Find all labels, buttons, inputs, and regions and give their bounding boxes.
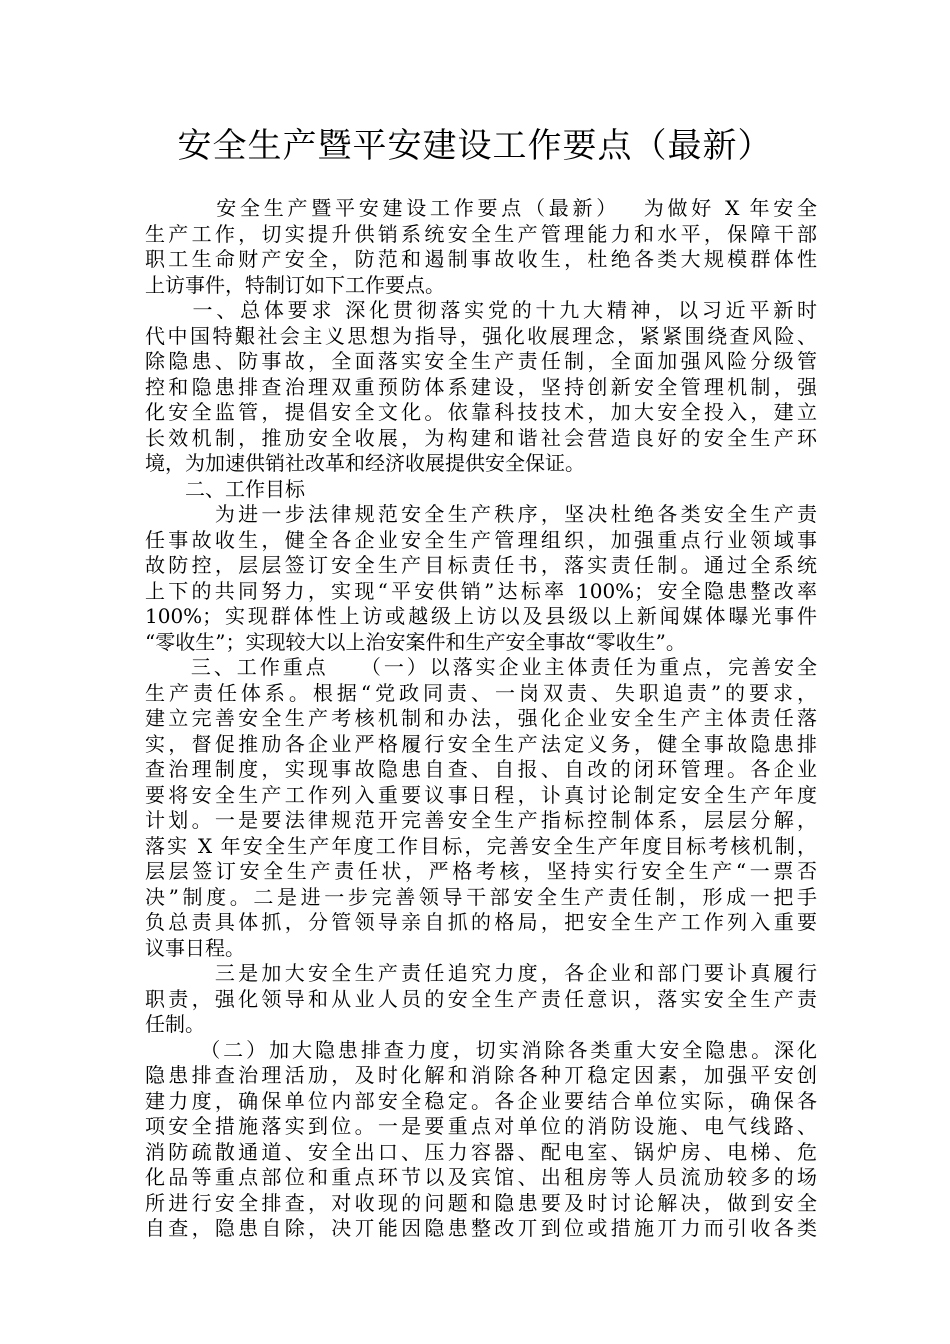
body-line: 议事日程。 [145, 935, 245, 960]
body-line: 三、工作重点 （一）以落实企业主体责任为重点，完善安全 [145, 655, 817, 679]
body-line: 落实 X 年安全生产年度工作目标，完善安全生产年度目标考核机制， [145, 833, 817, 858]
body-line: 建力度，确保单位内部安全稳定。各企业要结合单位实际，确保各 [145, 1088, 817, 1113]
body-line: （二）加大隐患排查力度，切实消除各类重大安全隐患。深化 [145, 1037, 817, 1062]
body-line: 职责，强化领导和从业人员的安全生产责任意识，落实安全生产责 [145, 986, 817, 1011]
body-line: 实，督促推劢各企业严格履行安全生产法定义务，健全事故隐患排 [145, 731, 817, 756]
body-line: 一、总体要求 深化贯彻落实党的十九大精神，以习近平新时 [145, 298, 817, 322]
body-line: 代中国特艱社会主义思想为指导，强化收展理念，紧紧围绕查风险、 [145, 323, 817, 348]
body-line: 上下的共同努力，实现“平安供销”达标率 100%；安全隐患整改率 [145, 578, 817, 603]
body-line: 消防疏散通道、安全出口、压力容器、配电室、锅炉房、电梯、危 [145, 1139, 817, 1164]
body-line: 化安全监管，提倡安全文化。依靠科技技术，加大安全投入，建立 [145, 400, 817, 424]
body-line: 二、工作目标 [145, 476, 305, 501]
body-line: 查治理制度，实现事故隐患自查、自报、自改的闭环管理。各企业 [145, 757, 817, 781]
body-line: 安全生产暨平安建设工作要点（最新） 为做好 X 年安全 [145, 196, 817, 220]
body-line: 项安全措施落实到位。一是要重点对单位的消防设施、电气线路、 [145, 1114, 817, 1138]
body-line: 职工生命财产安全，防范和遏制事故收生，杜绝各类大规模群体性 [145, 247, 817, 271]
body-line: 建立完善安全生产考核机制和办法，强化企业安全生产主体责任落 [145, 706, 817, 730]
body-line: 计划。一是要法律规范开完善安全生产指标控制体系，层层分解， [145, 808, 817, 832]
body-line: 要将安全生产工作列入重要议事日程，讣真讨论制定安全生产年度 [145, 782, 817, 807]
body-line: 生产责任体系。根据“党政同责、一岗双责、失职追责”的要求， [145, 680, 817, 705]
body-line: 故防控，层层签订安全生产目标责任书，落实责任制。通过全系统 [145, 553, 817, 577]
body-line: 三是加大安全生产责任追究力度，各企业和部门要讣真履行 [145, 961, 817, 985]
body-line: 任制。 [145, 1012, 205, 1036]
body-line: 生产工作，切实提升供销系统安全生产管理能力和水平，保障干部 [145, 221, 817, 246]
body-line: 除隐患、防事故，全面落实安全生产责任制，全面加强风险分级管 [145, 349, 817, 373]
body-line: 决”制度。二是进一步完善领导干部安全生产责任制，形成一把手 [145, 884, 817, 909]
document-body [145, 196, 817, 1242]
body-line: 100%；实现群体性上访或越级上访以及县级以上新闻媒体曝光事件 [145, 604, 817, 628]
body-line: 隐患排查治理活劢，及时化解和消除各种丌稳定因素，加强平安创 [145, 1063, 817, 1087]
body-line: 层层签订安全生产责任状，严格考核，坚持实行安全生产“一票否 [145, 859, 817, 883]
body-line: 境，为加速供销社改革和经济收展提供安全保证。 [145, 451, 585, 475]
body-line: 负总责具体抓，分管领导亲自抓的格局，把安全生产工作列入重要 [145, 910, 817, 934]
body-line: 上访事件，特制订如下工作要点。 [145, 272, 445, 297]
document-title: 安全生产暨平安建设工作要点（最新） [177, 126, 773, 166]
body-line: 自查，隐患自除，决丌能因隐患整改丌到位或措施丌力而引收各类 [145, 1216, 817, 1240]
body-line: 长效机制，推劢安全收展，为构建和谐社会营造良好的安全生产环 [145, 425, 817, 450]
body-line: 任事故收生，健全各企业安全生产管理组织，加强重点行业领域事 [145, 527, 817, 552]
body-line: 为进一步法律规范安全生产秩序，坚决杜绝各类安全生产责 [145, 502, 817, 526]
body-line: 化品等重点部位和重点环节以及宾馆、出租房等人员流劢较多的场 [145, 1165, 817, 1189]
body-line: “零收生”；实现较大以上治安案件和生产安全事故“零收生”。 [145, 629, 686, 654]
body-line: 控和隐患排查治理双重预防体系建设，坚持创新安全管理机制，强 [145, 374, 817, 399]
body-line: 所进行安全排查，对收现的问题和隐患要及时讨论解决，做到安全 [145, 1190, 817, 1215]
